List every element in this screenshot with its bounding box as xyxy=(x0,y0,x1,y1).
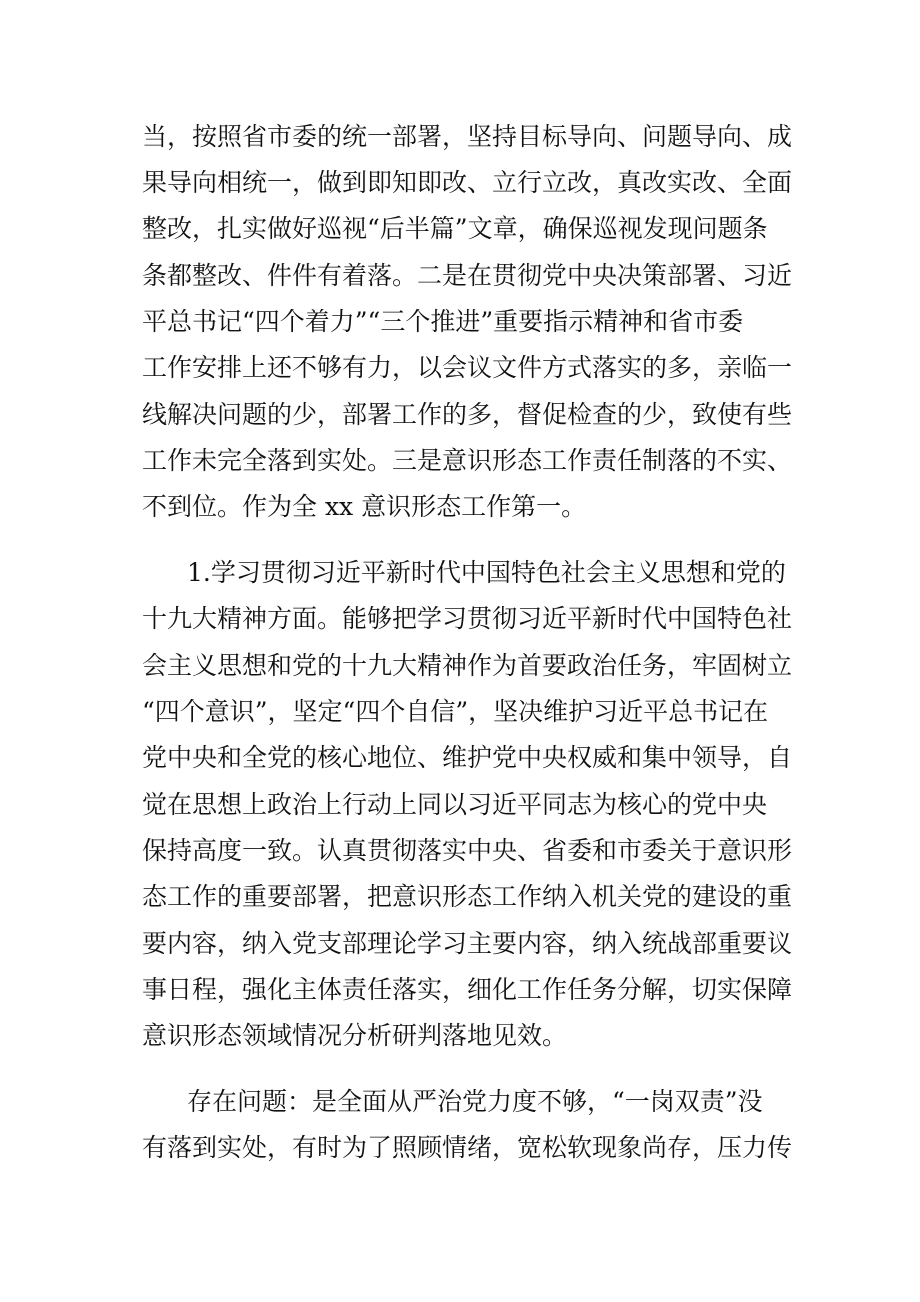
text-line-6: 工作安排上还不够有力，以会议文件方式落实的多，亲临一 xyxy=(142,353,793,382)
text-line-13: “四个意识”，坚定“四个自信”，坚决维护习近平总书记在 xyxy=(142,697,769,726)
text-line-9: 不到位。作为全 xx 意识形态工作第一。 xyxy=(142,492,587,521)
text-line-5: 平总书记“四个着力”“三个推进”重要指示精神和省市委 xyxy=(142,307,744,336)
text-line-17: 态工作的重要部署，把意识形态工作纳入机关党的建设的重 xyxy=(142,882,793,911)
text-line-11: 十九大精神方面。能够把学习贯彻习近平新时代中国特色社 xyxy=(142,604,793,633)
paragraph-start-1: 1.学习贯彻习近平新时代中国特色社会主义思想和党的 xyxy=(187,558,786,587)
text-line-19: 事日程，强化主体责任落实，细化工作任务分解，切实保障 xyxy=(142,975,793,1004)
text-line-12: 会主义思想和党的十九大精神作为首要政治任务，牢固树立 xyxy=(142,651,793,680)
text-line-18: 要内容，纳入党支部理论学习主要内容，纳入统战部重要议 xyxy=(142,929,793,958)
text-line-2: 果导向相统一，做到即知即改、立行立改，真改实改、全面 xyxy=(142,168,793,197)
text-line-14: 党中央和全党的核心地位、维护党中央权威和集中领导，自 xyxy=(142,743,793,772)
text-line-3: 整改，扎实做好巡视“后半篇”文章，确保巡视发现问题条 xyxy=(142,214,768,243)
text-line-7: 线解决问题的少，部署工作的多，督促检查的少，致使有些 xyxy=(142,400,793,429)
text-line-22: 有落到实处，有时为了照顾情绪，宽松软现象尚存，压力传 xyxy=(142,1133,793,1162)
text-line-15: 觉在思想上政治上行动上同以习近平同志为核心的党中央 xyxy=(142,790,768,819)
text-line-4: 条都整改、件件有着落。二是在贯彻党中央决策部署、习近 xyxy=(142,261,793,290)
text-line-20: 意识形态领域情况分析研判落地见效。 xyxy=(142,1021,568,1050)
paragraph-start-2: 存在问题：是全面从严治党力度不够，“一岗双责”没 xyxy=(187,1087,763,1116)
text-line-16: 保持高度一致。认真贯彻落实中央、省委和市委关于意识形 xyxy=(142,836,793,865)
text-line-8: 工作未完全落到实处。三是意识形态工作责任制落的不实、 xyxy=(142,446,793,475)
text-line-1: 当，按照省市委的统一部署，坚持目标导向、问题导向、成 xyxy=(142,122,793,151)
